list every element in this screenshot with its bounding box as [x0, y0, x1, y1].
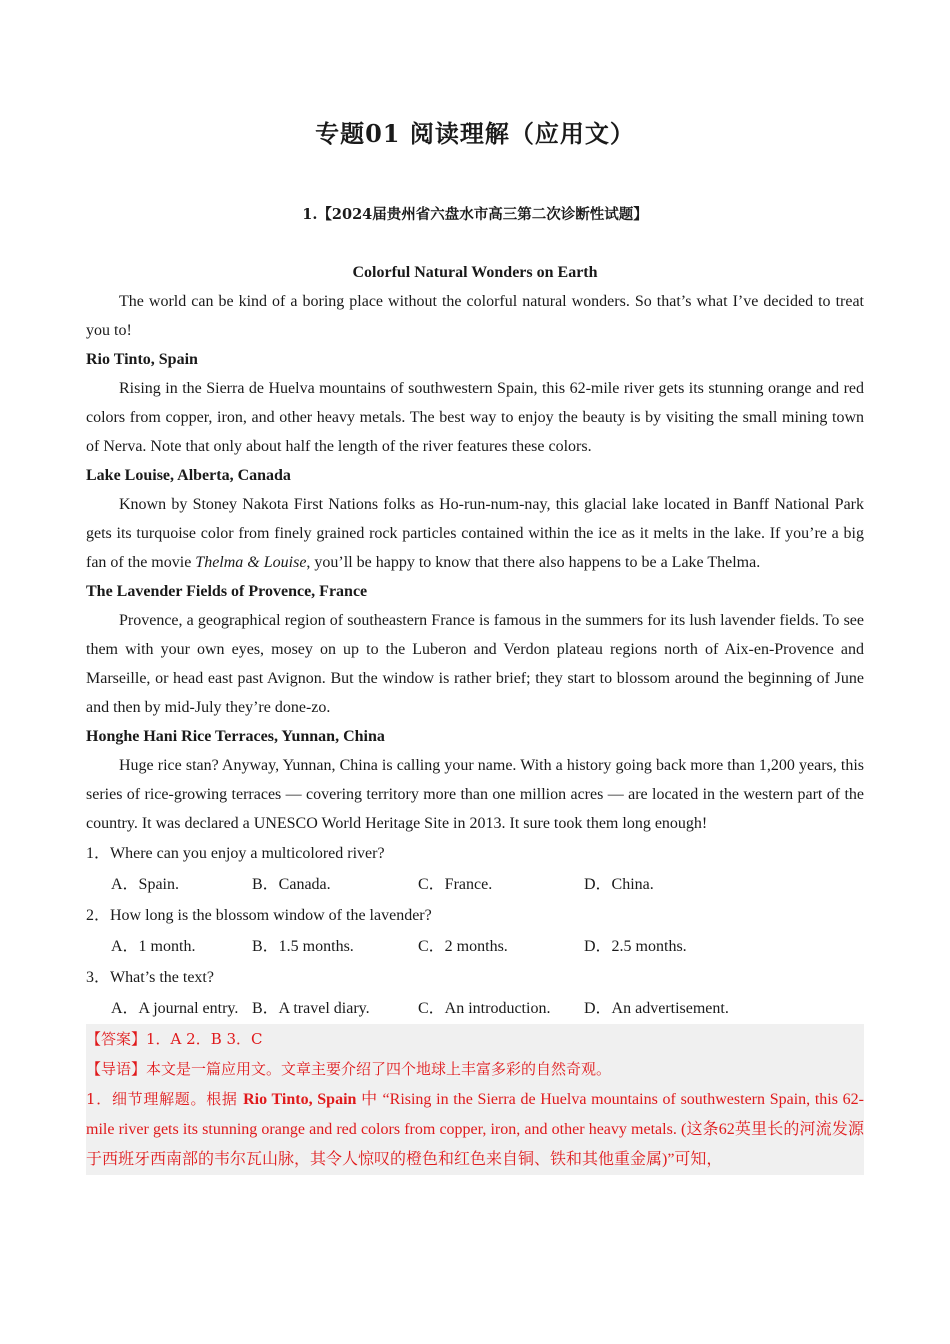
answer-key: 【答案】1．A 2．B 3．C [86, 1030, 263, 1048]
lake-louise-text-2: , you’ll be happy to know that there also happens to be a Lake Thelma. [306, 554, 761, 571]
answer-detail-quote: 中 “Rising in the Sierra de Huelva mountains of southwestern Spain, this 62-mile river gets its stunning orange and red colors from copper, iron, and other heavy metals. (这条62英里长的河流发源于西班牙西南部的韦尔瓦山脉，其令人惊叹的橙色和红色来自铜、铁和其他重金属)”可知， [86, 1091, 865, 1168]
option-d: D．An advertisement. [584, 1000, 729, 1017]
section-heading-lake-louise: Lake Louise, Alberta, Canada [86, 467, 291, 484]
question-source: 1.【2024届贵州省六盘水市高三第二次诊断性试题】 [302, 206, 648, 223]
section-body-lavender: Provence, a geographical region of southeastern France is famous in the summers for its lush lavender fields. To see them with your own eyes, mosey on up to the Luberon and Verdon plateau regions north of Aix-en-Provence and Marseille, or head east past Avignon. But the window is rather brief; they start to blossom around the beginning of June and then by mid-July they’re done-zo. [86, 612, 864, 716]
article-intro: The world can be kind of a boring place without the colorful natural wonders. So that’s what I’ve decided to treat you to! [86, 293, 864, 339]
answer-detail-section: Rio Tinto, Spain [243, 1091, 357, 1108]
section-heading-honghe: Honghe Hani Rice Terraces, Yunnan, China [86, 728, 385, 745]
question-1 [86, 838, 864, 900]
question-3 [86, 962, 864, 1024]
question-options [86, 869, 864, 900]
article-title: Colorful Natural Wonders on Earth [352, 264, 598, 281]
document-body [86, 258, 864, 1175]
question-stem: 2．How long is the blossom window of the lavender? [86, 907, 432, 924]
option-a: A．A journal entry. [111, 1000, 239, 1017]
question-options [86, 993, 864, 1024]
option-c: C．France. [418, 876, 493, 893]
question-options [86, 931, 864, 962]
option-a: A．1 month. [111, 938, 196, 955]
option-d: D．China. [584, 876, 654, 893]
option-c: C．An introduction. [418, 1000, 551, 1017]
section-body-lake-louise [86, 490, 864, 577]
option-b: B．A travel diary. [252, 1000, 370, 1017]
section-heading-rio-tinto: Rio Tinto, Spain [86, 351, 198, 368]
question-2 [86, 900, 864, 962]
section-heading-lavender: The Lavender Fields of Provence, France [86, 583, 368, 600]
answer-detail [86, 1084, 864, 1175]
lake-louise-text-1: Known by Stoney Nakota First Nations folks as Ho-run-num-nay, this glacial lake located in Banff National Park gets its turquoise color from finely grained rock particles contained within the ice as it melts in the lake. If you’re a big fan of the movie [86, 496, 864, 571]
option-b: B．1.5 months. [252, 938, 354, 955]
question-stem: 1．Where can you enjoy a multicolored river? [86, 845, 385, 862]
option-a: A．Spain. [111, 876, 180, 893]
option-d: D．2.5 months. [584, 938, 687, 955]
movie-title: Thelma & Louise [195, 554, 307, 571]
answer-guide: 【导语】本文是一篇应用文。文章主要介绍了四个地球上丰富多彩的自然奇观。 [86, 1060, 612, 1078]
answer-detail-lead: 1．细节理解题。根据 [86, 1090, 244, 1108]
page-title: 专题01 阅读理解（应用文） [315, 119, 635, 148]
question-stem: 3．What’s the text? [86, 969, 214, 986]
option-b: B．Canada. [252, 876, 331, 893]
section-body-rio-tinto: Rising in the Sierra de Huelva mountains of southwestern Spain, this 62-mile river gets its stunning orange and red colors from copper, iron, and other heavy metals. The best way to enjoy the beauty is by visiting the small mining town of Nerva. Note that only about half the length of the river features these colors. [86, 380, 864, 455]
answer-explanation [86, 1024, 864, 1175]
option-c: C．2 months. [418, 938, 508, 955]
section-body-honghe: Huge rice stan? Anyway, Yunnan, China is calling your name. With a history going back more than 1,200 years, this series of rice-growing terraces — covering territory more than one million acres — are located in the western part of the country. It was declared a UNESCO World Heritage Site in 2013. It sure took them long enough! [86, 757, 864, 832]
